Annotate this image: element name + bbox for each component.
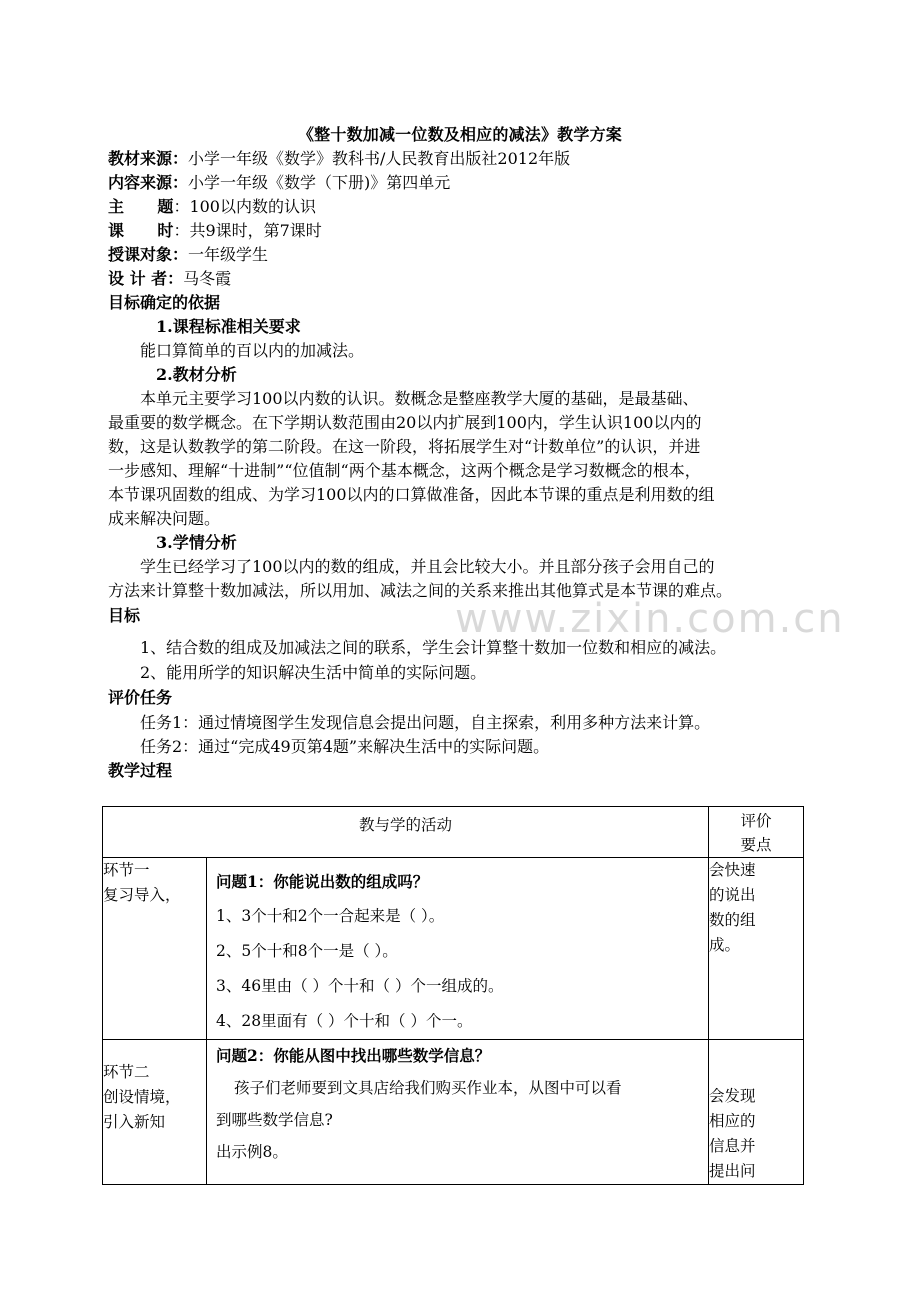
stage-cell bbox=[103, 858, 207, 1040]
header-activity-cell bbox=[103, 807, 709, 858]
activity-question: 问题2：你能从图中找出哪些数学信息？ bbox=[216, 1046, 491, 1065]
section-heading-tasks: 评价任务 bbox=[108, 688, 173, 707]
stage-label: 环节二 bbox=[103, 1063, 150, 1081]
header-eval-line: 要点 bbox=[740, 836, 772, 854]
meta-designer bbox=[108, 268, 231, 290]
goal-item: 1、结合数的组成及加减法之间的联系，学生会计算整十数加一位数和相应的减法。 bbox=[140, 638, 727, 657]
subsection-title: 3.学情分析 bbox=[156, 533, 237, 552]
subsection-title: 2.教材分析 bbox=[156, 365, 237, 384]
table-header-row bbox=[103, 807, 804, 858]
activity-item: 2、5个十和8个一是（ ）。 bbox=[216, 942, 398, 960]
header-activity: 教与学的活动 bbox=[359, 816, 453, 834]
meta-label: 教材来源： bbox=[108, 149, 189, 168]
watermark: www.zixin.com.cn bbox=[455, 596, 845, 642]
meta-value: ：100以内数的认识 bbox=[173, 197, 316, 216]
paragraph-line: 本节课巩固数的组成、为学习100以内的口算做准备，因此本节课的重点是利用数的组 bbox=[108, 485, 715, 504]
meta-value: 一年级学生 bbox=[188, 245, 269, 264]
meta-value: 马冬霞 bbox=[183, 269, 232, 288]
activity-cell bbox=[207, 858, 709, 1040]
stage-label: 创设情境， bbox=[103, 1088, 181, 1106]
meta-content-source bbox=[108, 172, 450, 194]
section-heading-goals: 目标 bbox=[108, 606, 141, 625]
eval-line: 的说出 bbox=[709, 886, 756, 904]
meta-value: 小学一年级《数学》教科书/人民教育出版社2012年版 bbox=[188, 149, 571, 168]
meta-label: 内容来源： bbox=[108, 173, 189, 192]
eval-line: 数的组 bbox=[709, 911, 756, 929]
activity-text: 到哪些数学信息? bbox=[216, 1111, 333, 1129]
eval-cell bbox=[709, 1040, 804, 1185]
activity-cell bbox=[207, 1040, 709, 1185]
paragraph-line: 最重要的数学概念。在下学期认数范围由20以内扩展到100内，学生认识100以内的 bbox=[108, 413, 702, 432]
eval-line: 会快速 bbox=[709, 861, 756, 879]
activity-item: 4、28里面有（ ）个十和（ ）个一。 bbox=[216, 1012, 473, 1030]
meta-label: 主 题 bbox=[108, 197, 174, 216]
section-heading-process: 教学过程 bbox=[108, 761, 173, 780]
meta-label: 设 计 者： bbox=[108, 269, 184, 288]
stage-label: 环节一 bbox=[103, 861, 150, 879]
meta-audience bbox=[108, 244, 268, 266]
subsection-title: 1.课程标准相关要求 bbox=[156, 317, 301, 336]
meta-label: 授课对象： bbox=[108, 245, 189, 264]
task-item: 任务2：通过“完成49页第4题”来解决生活中的实际问题。 bbox=[140, 737, 550, 756]
document-title: 《整十数加减一位数及相应的减法》教学方案 bbox=[297, 125, 622, 144]
paragraph-line: 一步感知、理解“十进制”“位值制“两个基本概念，这两个概念是学习数概念的根本， bbox=[108, 461, 701, 480]
meta-lessons bbox=[108, 220, 322, 242]
activity-question: 问题1：你能说出数的组成吗？ bbox=[216, 872, 429, 891]
table-row bbox=[103, 1040, 804, 1185]
eval-line: 会发现 bbox=[709, 1087, 756, 1105]
eval-line: 信息并 bbox=[709, 1137, 756, 1155]
table-row bbox=[103, 858, 804, 1040]
eval-cell bbox=[709, 858, 804, 1040]
paragraph-line: 数，这是认数教学的第二阶段。在这一阶段，将拓展学生对“计数单位”的认识，并进 bbox=[108, 437, 701, 456]
eval-line: 相应的 bbox=[709, 1112, 756, 1130]
paragraph-line: 能口算简单的百以内的加减法。 bbox=[140, 341, 365, 360]
meta-value: ：共9课时，第7课时 bbox=[173, 221, 322, 240]
activity-item: 1、3个十和2个一合起来是（ ）。 bbox=[216, 907, 445, 925]
header-eval-line: 评价 bbox=[740, 812, 772, 830]
paragraph-line: 学生已经学习了100以内的数的组成，并且会比较大小。并且部分孩子会用自己的 bbox=[140, 557, 715, 576]
teaching-process-table bbox=[102, 806, 804, 1185]
activity-text: 出示例8。 bbox=[216, 1143, 288, 1161]
meta-label: 课 时 bbox=[108, 221, 174, 240]
paragraph-line: 成来解决问题。 bbox=[108, 509, 221, 528]
activity-text: 孩子们老师要到文具店给我们购买作业本，从图中可以看 bbox=[234, 1079, 622, 1097]
meta-value: 小学一年级《数学（下册)》第四单元 bbox=[188, 173, 451, 192]
header-eval-cell bbox=[709, 807, 804, 858]
paragraph-line: 本单元主要学习100以内数的认识。数概念是整座教学大厦的基础，是最基础、 bbox=[140, 389, 699, 408]
paragraph-line: 方法来计算整十数加减法，所以用加、减法之间的关系来推出其他算式是本节课的难点。 bbox=[108, 581, 733, 600]
stage-cell bbox=[103, 1040, 207, 1185]
stage-label: 引入新知 bbox=[103, 1113, 166, 1131]
section-heading-basis: 目标确定的依据 bbox=[108, 293, 221, 312]
task-item: 任务1：通过情境图学生发现信息会提出问题，自主探索，利用多种方法来计算。 bbox=[140, 713, 711, 732]
activity-item: 3、46里由（ ）个十和（ ）个一组成的。 bbox=[216, 977, 504, 995]
eval-line: 提出问 bbox=[709, 1162, 756, 1180]
meta-topic bbox=[108, 196, 316, 218]
meta-textbook-source bbox=[108, 148, 570, 170]
goal-item: 2、能用所学的知识解决生活中简单的实际问题。 bbox=[140, 663, 487, 682]
stage-label: 复习导入， bbox=[103, 886, 181, 904]
eval-line: 成。 bbox=[709, 936, 741, 954]
